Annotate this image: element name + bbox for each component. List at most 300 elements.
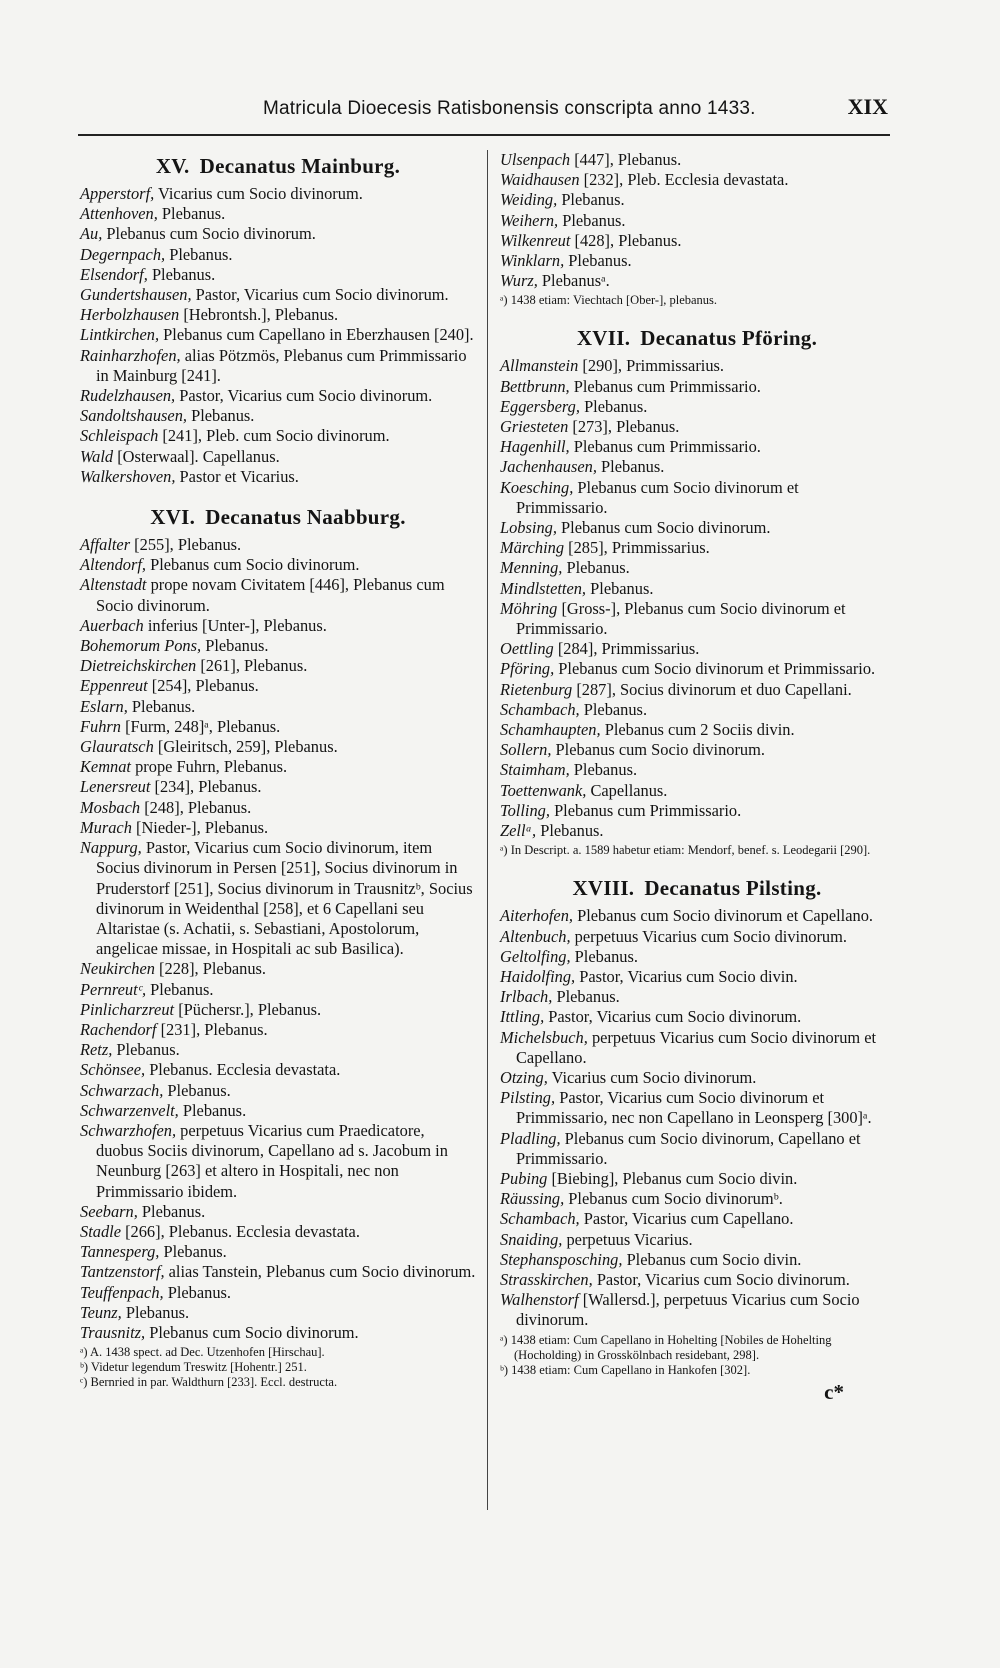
entry-place: Sandoltshausen, — [80, 406, 187, 426]
footnote: ᶜ) Bernried in par. Waldthurn [233]. Eccl. destructa. — [80, 1375, 338, 1390]
entry-text: Plebanus. — [163, 1282, 232, 1302]
entry-place: Trausnitz, — [80, 1322, 146, 1342]
entry-text: perpetuus Vicarius cum Socio divinorum. — [570, 926, 847, 946]
entry-place: Nappurg, — [80, 838, 142, 858]
entry-text: Plebanus cum Socio divinorum. — [146, 555, 360, 575]
header-rule — [78, 134, 890, 136]
entry — [80, 777, 476, 797]
entry-text: [228], Plebanus. — [154, 959, 267, 979]
entry-text: Plebanus. — [558, 210, 626, 230]
entry-text: Plebanus. — [586, 578, 654, 598]
entry-place: Rietenburg — [500, 679, 573, 699]
entry — [500, 170, 894, 190]
entry — [500, 1290, 894, 1330]
entry — [500, 251, 894, 271]
entry-place: Winklarn, — [500, 251, 565, 271]
entry — [80, 406, 476, 426]
entry — [80, 467, 476, 487]
entry-place: Schwarzenvelt, — [80, 1100, 179, 1120]
entry-place: Irlbach, — [500, 987, 553, 1007]
entry — [500, 377, 894, 397]
entry — [500, 680, 894, 700]
entry-place: Dietreichskirchen — [80, 656, 197, 676]
entry — [80, 697, 476, 717]
entry-place: Toettenwank, — [500, 780, 587, 800]
entry-text: Plebanus. — [557, 190, 625, 210]
entry-place: Stephansposching, — [500, 1249, 623, 1269]
entry-text: Plebanus cum 2 Sociis divin. — [600, 720, 795, 740]
entry — [500, 150, 894, 170]
entry — [80, 224, 476, 244]
entry-place: Pföring, — [500, 659, 555, 679]
entry-text: Plebanus. — [596, 457, 665, 477]
entry — [80, 1121, 476, 1202]
entry-text: Pastor, Vicarius cum Capellano. — [579, 1209, 794, 1229]
entry — [500, 760, 894, 780]
page-number: XIX — [847, 94, 888, 119]
entry-place: Pubing — [500, 1168, 548, 1188]
entry — [500, 1209, 894, 1229]
entry — [80, 426, 476, 446]
entry-place: Teunz, — [80, 1302, 122, 1322]
entry — [500, 1028, 894, 1068]
entry — [80, 1283, 476, 1303]
entry-text: Pastor, Vicarius cum Socio divinorum, item Socius divinorum in Persen [251], Socius divinorum in Pruderstorf [251], Socius divinorum in Trausnitzᵇ, Socius divinorum in Weidenthal [258], et 6 Capellani seu Altaristae (s. Achatii, s. Sebastiani, Apostolorum, angelicae missae, in Hospitali ac sub Basilica). — [96, 838, 473, 959]
entry-text: [254], Plebanus. — [147, 676, 259, 696]
entry-text: prope Fuhrn, Plebanus. — [131, 757, 288, 777]
section-title: Decanatus Naabburg. — [205, 505, 406, 530]
entry-text: Plebanus. — [201, 636, 269, 656]
entry-place: Schambach, — [500, 1209, 580, 1229]
entry-text: Plebanus cum Socio divinorum. — [556, 518, 771, 538]
entry-place: Otzing, — [500, 1067, 548, 1087]
entry-place: Pinlicharzreut — [80, 999, 175, 1019]
entry-place: Walkershoven, — [80, 466, 176, 486]
entry — [500, 579, 894, 599]
entry-place: Au, — [80, 224, 103, 244]
entry — [500, 1088, 894, 1128]
entry — [500, 538, 894, 558]
entry-text: [Osterwaal]. Capellanus. — [113, 446, 280, 466]
entry — [80, 555, 476, 575]
entry-place: Snaiding, — [500, 1229, 563, 1249]
entry — [80, 1262, 476, 1282]
footnote: ᵃ) A. 1438 spect. ad Dec. Utzenhofen [Hirschau]. — [80, 1345, 325, 1360]
entry-text: Plebanus. — [579, 699, 648, 719]
entry — [80, 1303, 476, 1323]
entry — [500, 781, 894, 801]
entry-text: Plebanus cum Socio divinorum. — [551, 740, 765, 760]
entry-place: Rudelzhausen, — [80, 386, 176, 406]
entry — [80, 717, 476, 737]
entry-text: inferius [Unter-], Plebanus. — [143, 615, 327, 635]
entry-text: perpetuus Vicarius cum Socio divinorum et Capellano. — [516, 1027, 877, 1067]
entry — [500, 356, 894, 376]
entry — [500, 211, 894, 231]
entry-place: Schönsee, — [80, 1060, 146, 1080]
entry — [500, 1270, 894, 1290]
entry-text: [Püchersr.], Plebanus. — [174, 999, 322, 1019]
footnote: ᵇ) 1438 etiam: Cum Capellano in Hankofen [302]. — [500, 1362, 751, 1377]
entry — [80, 980, 476, 1000]
entry-place: Tantzenstorf, — [80, 1262, 165, 1282]
entry-text: alias Tanstein, Plebanus cum Socio divinorum. — [164, 1262, 476, 1282]
entry-text: Plebanus cum Primmissario. — [569, 376, 761, 396]
entry-place: Weihern, — [500, 210, 559, 230]
entry-place: Waidhausen — [500, 170, 580, 190]
entry — [80, 204, 476, 224]
right-column — [500, 150, 894, 1402]
entry-place: Staimham, — [500, 760, 570, 780]
entry-place: Menning, — [500, 558, 563, 578]
entry — [80, 1323, 476, 1343]
entry — [500, 478, 894, 518]
entry-place: Geltolfing, — [500, 946, 571, 966]
entry-text: [Wallersd.], perpetuus Vicarius cum Socio divinorum. — [516, 1290, 860, 1330]
entry — [500, 518, 894, 538]
column-divider — [487, 150, 488, 1510]
entry-place: Eggersberg, — [500, 396, 580, 416]
entry-place: Schleispach — [80, 426, 159, 446]
section-heading — [500, 874, 894, 902]
entry-place: Ittling, — [500, 1007, 545, 1027]
entry-text: [241], Pleb. cum Socio divinorum. — [158, 426, 390, 446]
section-heading — [80, 152, 476, 180]
entry-place: Möhring — [500, 598, 558, 618]
entry-text: Plebanus. — [112, 1040, 180, 1060]
entry — [500, 906, 894, 926]
entry-text: [255], Plebanus. — [130, 535, 242, 555]
entry-text: Plebanus. — [163, 1080, 231, 1100]
entry — [500, 1189, 894, 1209]
entry — [500, 1129, 894, 1169]
entry-place: Lintkirchen, — [80, 325, 160, 345]
entry — [80, 818, 476, 838]
entry-text: Pastor, Vicarius cum Socio divinorum. — [191, 285, 449, 305]
entry — [500, 639, 894, 659]
entry-place: Murach — [80, 817, 132, 837]
entry-text: [Gleiritsch, 259], Plebanus. — [153, 737, 338, 757]
entry — [500, 599, 894, 639]
entry-text: Pastor, Vicarius cum Socio divinorum. — [544, 1007, 802, 1027]
entry-text: Plebanus. — [536, 821, 604, 841]
entry-place: Haidolfing, — [500, 966, 576, 986]
entry — [80, 1222, 476, 1242]
entry-place: Bohemorum Pons, — [80, 636, 202, 656]
entry-place: Fuhrn — [80, 716, 121, 736]
entry-place: Bettbrunn, — [500, 376, 570, 396]
entry — [80, 959, 476, 979]
entry — [500, 1169, 894, 1189]
entry-text: [266], Plebanus. Ecclesia devastata. — [120, 1221, 360, 1241]
entry-place: Michelsbuch, — [500, 1027, 588, 1047]
entry-text: Plebanus cum Socio divinorum et Primmissario. — [554, 659, 876, 679]
entry-text: [290], Primmissarius. — [578, 356, 725, 376]
entry — [500, 947, 894, 967]
entry-place: Seebarn, — [80, 1201, 138, 1221]
section-gap — [500, 308, 894, 322]
entry-place: Eslarn, — [80, 696, 128, 716]
footnote: ᵇ) Videtur legendum Treswitz [Hohentr.] 251. — [80, 1360, 307, 1375]
entry-text: Plebanus. — [187, 406, 255, 426]
entry-text: Plebanus cum Primmissario. — [569, 437, 761, 457]
entry — [500, 1068, 894, 1088]
entry-text: Plebanus. — [579, 396, 648, 416]
entry-place: Degernpach, — [80, 244, 166, 264]
entry-place: Pladling, — [500, 1128, 561, 1148]
entry — [80, 184, 476, 204]
entry — [80, 1202, 476, 1222]
entry-text: Vicarius cum Socio divinorum. — [154, 184, 363, 203]
entry — [80, 1081, 476, 1101]
entry — [80, 676, 476, 696]
entry-place: Teuffenpach, — [80, 1282, 164, 1302]
entry-place: Retz, — [80, 1040, 113, 1060]
entry — [500, 271, 894, 291]
entry-place: Märching — [500, 538, 565, 558]
entry-text: [248], Plebanus. — [140, 797, 252, 817]
entry-text: [428], Plebanus. — [570, 230, 682, 250]
section-title: Decanatus Pilsting. — [644, 876, 822, 901]
entry — [80, 1242, 476, 1262]
entry-place: Mindlstetten, — [500, 578, 587, 598]
entry-place: Weiding, — [500, 190, 558, 210]
entry-text: alias Pötzmös, Plebanus cum Primmissario in Mainburg [241]. — [96, 345, 467, 385]
entry-text: [232], Pleb. Ecclesia devastata. — [579, 170, 789, 190]
section-title: Decanatus Mainburg. — [199, 154, 401, 178]
entry-place: Affalter — [80, 535, 131, 555]
footnote: ᵃ) 1438 etiam: Viechtach [Ober-], plebanus. — [500, 293, 718, 308]
entry-place: Stadle — [80, 1221, 121, 1241]
entry — [80, 798, 476, 818]
entry-text: [Gross-], Plebanus cum Socio divinorum et Primmissario. — [516, 598, 846, 639]
entry-text: [261], Plebanus. — [196, 656, 308, 676]
entry-place: Rachendorf — [80, 1019, 157, 1039]
entry-place: Wilkenreut — [500, 230, 571, 250]
entry — [80, 616, 476, 636]
entry — [500, 987, 894, 1007]
entry-text: Plebanus. — [165, 244, 233, 264]
entry-text: Pastor, Vicarius cum Socio divinorum. — [592, 1269, 850, 1289]
entry-text: Pastor et Vicarius. — [175, 466, 299, 486]
entry-place: Tannesperg, — [80, 1242, 160, 1262]
entry — [500, 740, 894, 760]
entry-text: Plebanus. — [146, 979, 214, 999]
entry-place: Apperstorf, — [80, 184, 155, 203]
entry-place: Koesching, — [500, 477, 574, 497]
entry-place: Lenersreut — [80, 777, 151, 797]
entry-text: perpetuus Vicarius cum Praedicatore, duobus Sociis divinorum, Capellano ad s. Jacobum in Neunburg [263] et altero in Hospitali, nec non Primmissario ibidem. — [96, 1120, 448, 1201]
entry-place: Oettling — [500, 639, 554, 659]
section-gap — [500, 858, 894, 872]
entry-text: Plebanus. — [157, 204, 226, 224]
entry-text: Vicarius cum Socio divinorum. — [547, 1067, 757, 1087]
entry-text: [285], Primmissarius. — [564, 538, 710, 558]
entry — [80, 757, 476, 777]
entry — [80, 1020, 476, 1040]
entry — [80, 1060, 476, 1080]
entry-place: Schambach, — [500, 699, 580, 719]
entry-text: Plebanus cum Primmissario. — [549, 800, 742, 820]
section-number: XVI. — [150, 505, 196, 530]
entry-text: Plebanus. Ecclesia devastata. — [145, 1060, 341, 1080]
entry-text: Pastor, Vicarius cum Socio divinorum et Primmissario, nec non Capellano in Leonsperg [300]ᵃ. — [516, 1088, 872, 1128]
footnote: ᵃ) In Descript. a. 1589 habetur etiam: Mendorf, benef. s. Leodegarii [290]. — [500, 843, 871, 858]
entry-place: Altenbuch, — [500, 926, 571, 946]
entry-text: Plebanus cum Socio divinorum et Primmissario. — [516, 477, 799, 517]
entry — [80, 346, 476, 386]
entry-text: [Biebing], Plebanus cum Socio divin. — [547, 1168, 798, 1188]
entry — [500, 558, 894, 578]
entry-place: Auerbach — [80, 615, 144, 635]
entry-text: Plebanus cum Socio divin. — [622, 1249, 802, 1269]
entry-place: Allmanstein — [500, 356, 579, 376]
entry-text: Plebanus cum Socio divinorum, Capellano et Primmissario. — [516, 1128, 861, 1168]
section-number: XV. — [155, 154, 190, 178]
entry — [500, 437, 894, 457]
entry-place: Attenhoven, — [80, 204, 158, 224]
entry-place: Jachenhausen, — [500, 457, 597, 477]
entry — [500, 1250, 894, 1270]
entry-text: Plebanus. — [159, 1242, 227, 1262]
entry-place: Räussing, — [500, 1189, 565, 1209]
entry-text: Plebanus cum Socio divinorum. — [102, 224, 316, 244]
entry-place: Kemnat — [80, 757, 131, 777]
entry — [500, 1230, 894, 1250]
entry-text: Capellanus. — [586, 780, 668, 800]
section-title: Decanatus Pföring. — [640, 326, 818, 351]
entry — [80, 245, 476, 265]
entry-place: Wurz, — [500, 271, 538, 291]
entry-place: Hagenhill, — [500, 437, 570, 457]
entry-text: Plebanus. — [121, 1302, 190, 1322]
entry-place: Elsendorf, — [80, 264, 148, 284]
entry-text: [234], Plebanus. — [150, 777, 262, 797]
entry-text: Plebanus cum Socio divinorum et Capellano. — [573, 906, 873, 926]
entry-place: Rainharzhofen, — [80, 345, 181, 365]
entry-place: Pilsting, — [500, 1088, 556, 1108]
entry — [500, 190, 894, 210]
entry-text: Plebanus cum Socio divinorumᵇ. — [564, 1189, 783, 1209]
entry — [80, 636, 476, 656]
entry-place: Wald — [80, 446, 114, 466]
section-number: XVII. — [576, 326, 631, 351]
entry-text: [231], Plebanus. — [156, 1019, 268, 1039]
entry-text: [Hebrontsh.], Plebanus. — [179, 305, 339, 325]
entry — [500, 231, 894, 251]
footnote: ᵃ) 1438 etiam: Cum Capellano in Hohelting [Nobiles de Hohelting (Hocholding) in Grosskölnbach residebant, 298]. — [500, 1332, 832, 1362]
entry-text: Plebanus. — [127, 696, 196, 716]
entry-place: Schwarzach, — [80, 1080, 164, 1100]
entry-text: perpetuus Vicarius. — [562, 1229, 693, 1249]
entry — [80, 285, 476, 305]
entry-text: Plebanus cum Socio divinorum. — [145, 1322, 359, 1342]
entry — [80, 535, 476, 555]
entry-place: Griesteten — [500, 417, 569, 437]
entry-place: Neukirchen — [80, 959, 155, 979]
entry-text: [Nieder-], Plebanus. — [131, 817, 269, 837]
section-number: XVIII. — [572, 876, 635, 901]
entry-text: Plebanus. — [137, 1201, 206, 1221]
entry — [80, 1000, 476, 1020]
entry — [80, 386, 476, 406]
entry — [80, 325, 476, 345]
entry-place: Mosbach — [80, 797, 141, 817]
entry-place: Zellᵃ, — [500, 821, 537, 841]
left-column — [80, 150, 476, 1390]
entry — [80, 305, 476, 325]
entry-text: Plebanus. — [178, 1100, 247, 1120]
entry — [500, 417, 894, 437]
entry — [80, 838, 476, 959]
entry-text: [447], Plebanus. — [570, 150, 682, 169]
entry-place: Sollern, — [500, 740, 552, 760]
entry-text: Plebanus. — [147, 264, 216, 284]
entry-text: Plebanus. — [562, 558, 630, 578]
entry — [80, 1101, 476, 1121]
entry — [80, 265, 476, 285]
entry — [80, 575, 476, 615]
entry-place: Altendorf, — [80, 555, 147, 575]
section-heading — [80, 503, 476, 531]
entry-place: Ulsenpach — [500, 150, 571, 169]
entry-text: Pastor, Vicarius cum Socio divin. — [575, 966, 798, 986]
entry-place: Strasskirchen, — [500, 1269, 593, 1289]
entry — [500, 967, 894, 987]
entry-text: Plebanus. — [570, 946, 638, 966]
entry-place: Eppenreut — [80, 676, 148, 696]
section-heading — [500, 324, 894, 352]
entry — [500, 720, 894, 740]
entry-place: Walhenstorf — [500, 1290, 579, 1310]
section-gap — [80, 487, 476, 501]
entry — [500, 801, 894, 821]
entry-place: Pernreutᶜ, — [80, 979, 147, 999]
entry-place: Schamhaupten, — [500, 720, 601, 740]
entry — [500, 927, 894, 947]
entry — [500, 659, 894, 679]
entry — [500, 821, 894, 841]
entry-place: Aiterhofen, — [500, 906, 573, 926]
entry-place: Schwarzhofen, — [80, 1120, 177, 1140]
entry-place: Altenstadt — [80, 575, 147, 595]
entry-place: Herbolzhausen — [80, 305, 180, 325]
entry-place: Gundertshausen, — [80, 285, 192, 305]
entry-text: Plebanus. — [569, 760, 638, 780]
entry-text: Plebanus. — [564, 251, 632, 271]
entry — [500, 397, 894, 417]
entry-text: prope novam Civitatem [446], Plebanus cum Socio divinorum. — [96, 575, 445, 615]
entry-text: [284], Primmissarius. — [553, 639, 700, 659]
entry-text: Plebanus. — [552, 987, 620, 1007]
entry-text: Plebanusᵃ. — [537, 271, 610, 291]
entry — [80, 737, 476, 757]
entry-text: Plebanus cum Capellano in Eberzhausen [240]. — [159, 325, 474, 345]
entry — [500, 457, 894, 477]
entry — [500, 1007, 894, 1027]
entry-place: Lobsing, — [500, 518, 557, 538]
entry — [80, 656, 476, 676]
entry — [80, 447, 476, 467]
signature-mark: c* — [824, 1379, 844, 1404]
page-header — [78, 92, 888, 132]
entry-text: [Furm, 248]ᵃ, Plebanus. — [120, 716, 281, 736]
entry-place: Tolling, — [500, 800, 550, 820]
running-title: Matricula Dioecesis Ratisbonensis conscripta anno 1433. — [263, 98, 756, 119]
entry — [500, 700, 894, 720]
entry-place: Glauratsch — [80, 737, 154, 757]
entry-text: Pastor, Vicarius cum Socio divinorum. — [175, 386, 433, 406]
